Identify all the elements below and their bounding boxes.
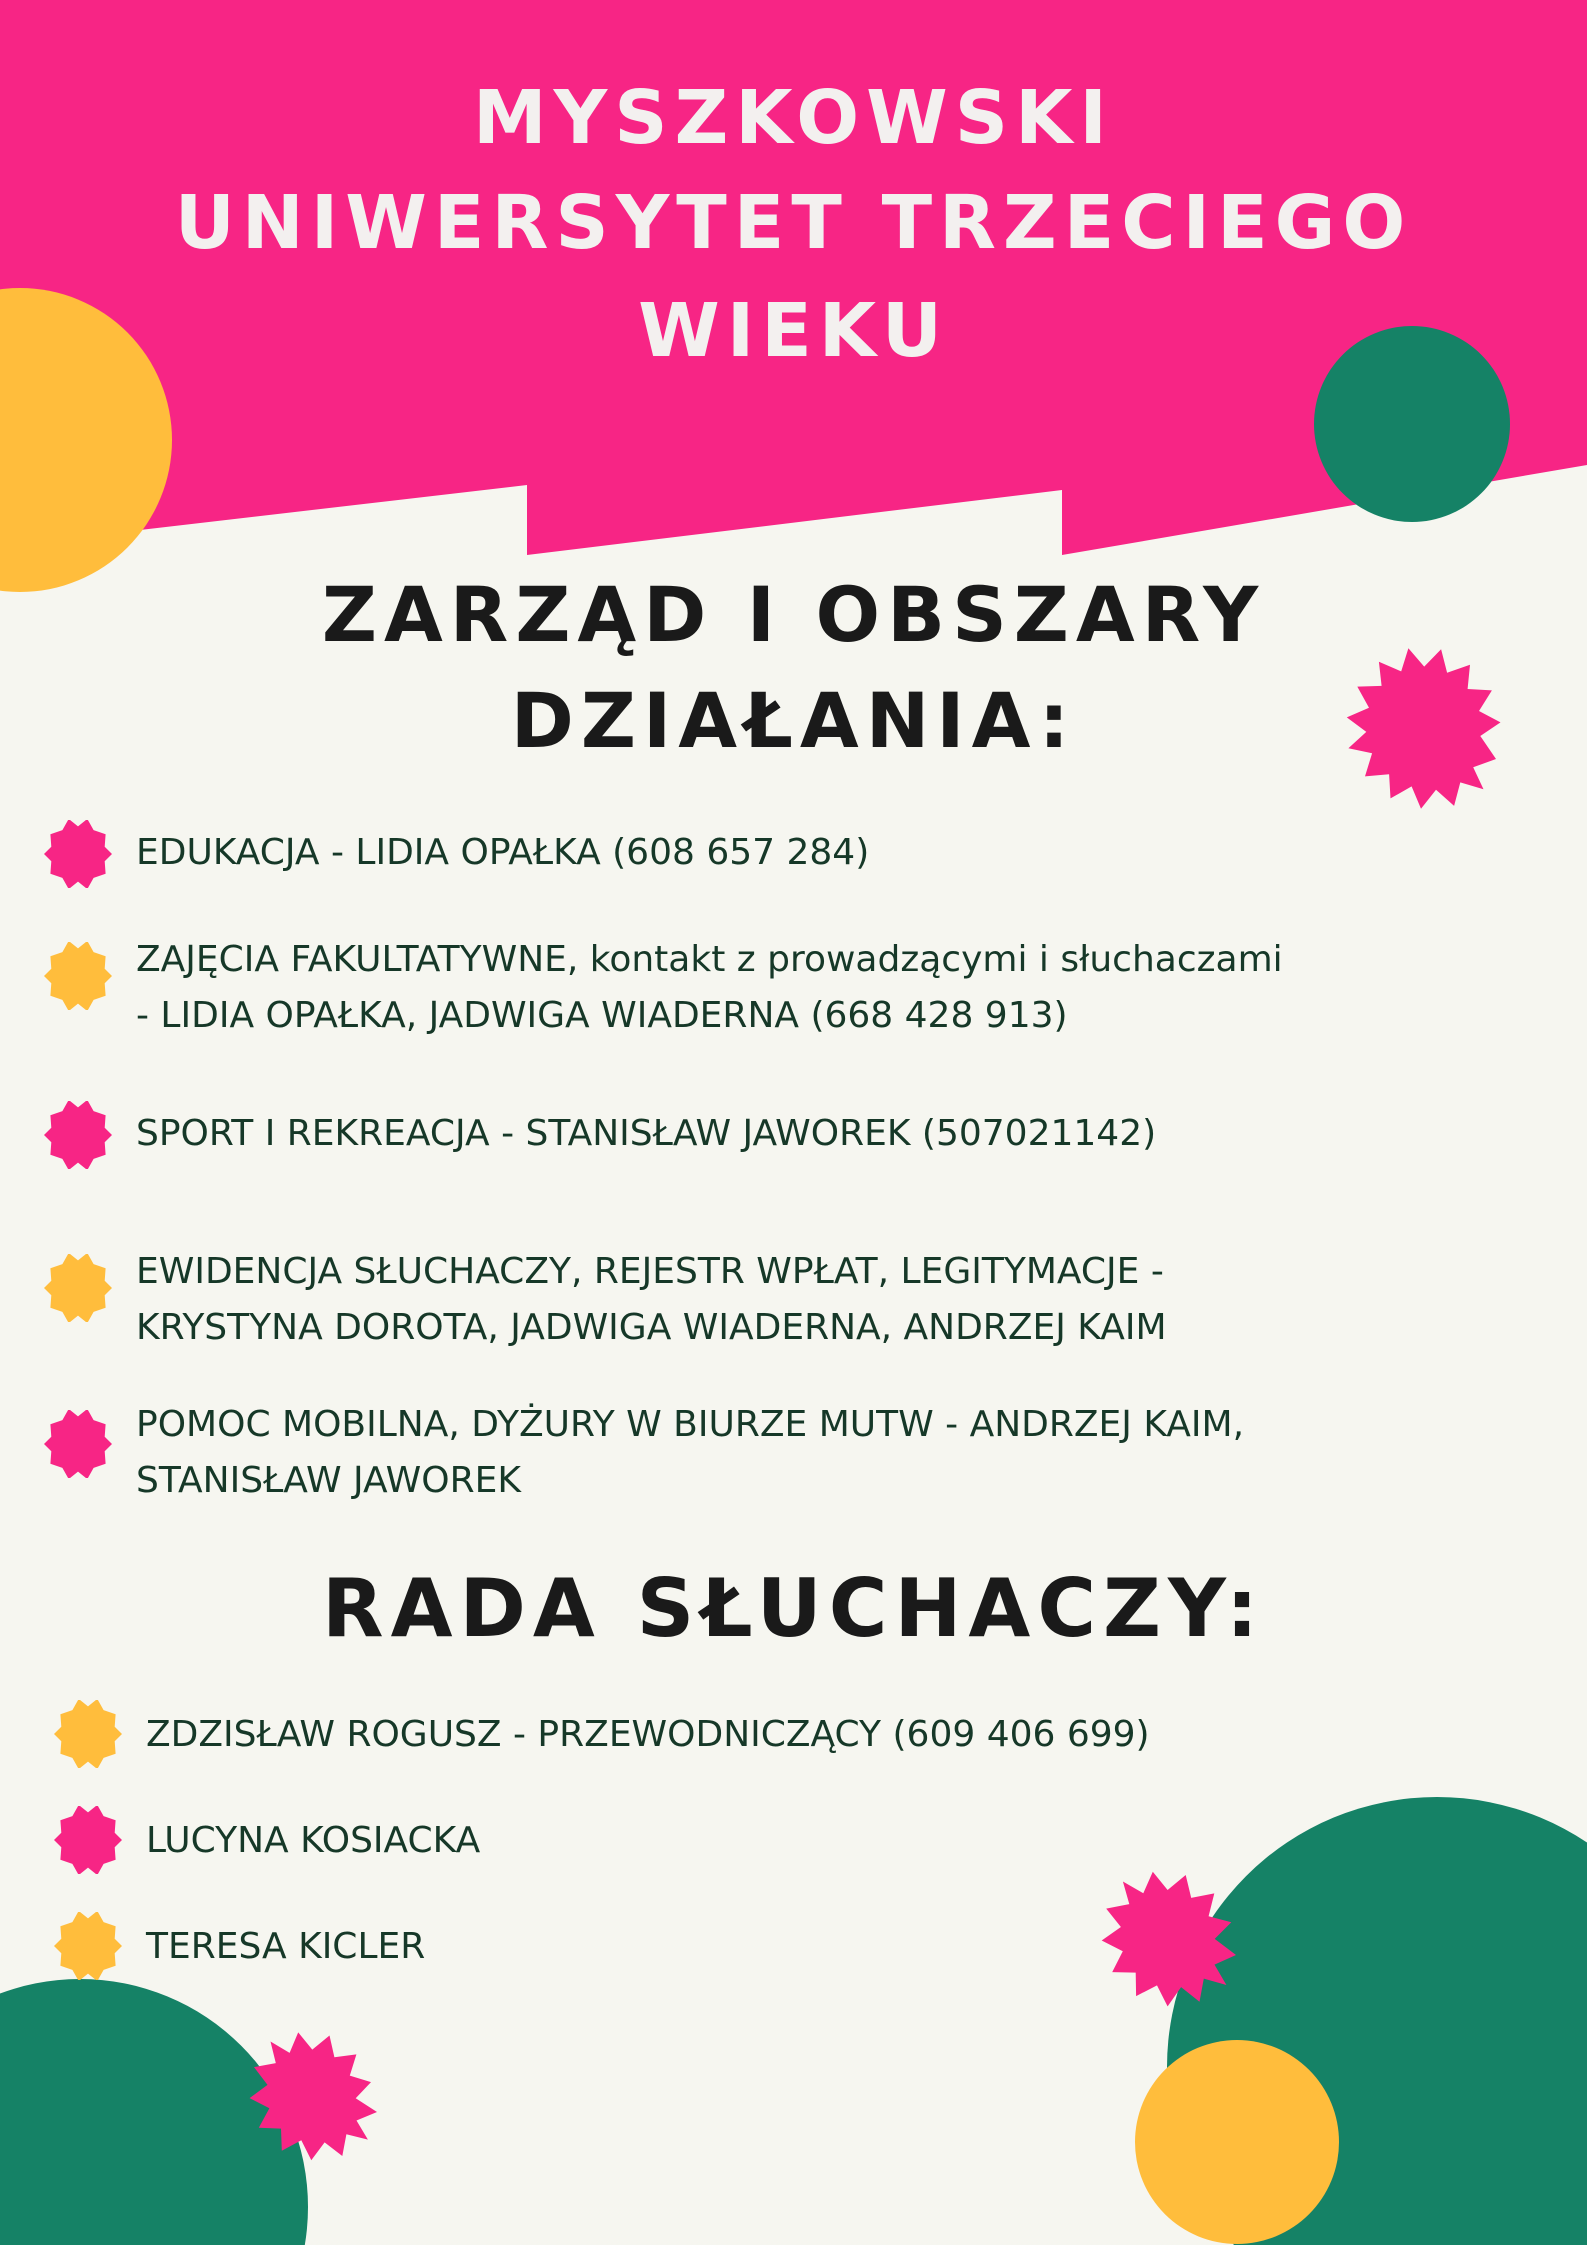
yellow-circle-bottom-right <box>1135 2040 1339 2244</box>
green-circle-bottom-left <box>0 1979 308 2245</box>
council-member-3: TERESA KICLER <box>146 1926 426 1967</box>
council-heading: RADA SŁUCHACZY: <box>321 1562 1266 1655</box>
star-bullet-icon <box>54 1700 122 1768</box>
board-heading-line-2: DZIAŁANIA: <box>510 676 1077 765</box>
star-bullet-icon <box>44 1101 112 1169</box>
board-item-2-line-2: - LIDIA OPAŁKA, JADWIGA WIADERNA (668 428 913) <box>136 995 1068 1036</box>
star-bullet-icon <box>44 820 112 888</box>
star-bullet-icon <box>44 1410 112 1478</box>
poster-title-line-3: WIEKU <box>638 288 949 374</box>
council-member-1: ZDZISŁAW ROGUSZ - PRZEWODNICZĄCY (609 406 699) <box>146 1714 1150 1755</box>
star-bullet-icon <box>54 1912 122 1980</box>
poster-title-line-1: MYSZKOWSKI <box>473 75 1114 161</box>
council-member-2: LUCYNA KOSIACKA <box>146 1820 481 1861</box>
star-bullet-icon <box>54 1806 122 1874</box>
poster-title-line-2: UNIWERSYTET TRZECIEGO <box>174 180 1413 266</box>
board-item-5-line-2: STANISŁAW JAWOREK <box>136 1460 521 1501</box>
board-item-2-line-1: ZAJĘCIA FAKULTATYWNE, kontakt z prowadzącymi i słuchaczami <box>136 939 1283 980</box>
board-item-4-line-1: EWIDENCJA SŁUCHACZY, REJESTR WPŁAT, LEGITYMACJE - <box>136 1251 1164 1292</box>
board-item-1-line-1: EDUKACJA - LIDIA OPAŁKA (608 657 284) <box>136 832 870 873</box>
board-heading-line-1: ZARZĄD I OBSZARY <box>321 570 1266 659</box>
board-item-5-line-1: POMOC MOBILNA, DYŻURY W BIURZE MUTW - ANDRZEJ KAIM, <box>136 1404 1245 1445</box>
board-item-3-line-1: SPORT I REKREACJA - STANISŁAW JAWOREK (507021142) <box>136 1113 1157 1154</box>
star-bullet-icon <box>44 942 112 1010</box>
star-bullet-icon <box>44 1254 112 1322</box>
board-item-4-line-2: KRYSTYNA DOROTA, JADWIGA WIADERNA, ANDRZEJ KAIM <box>136 1307 1167 1348</box>
